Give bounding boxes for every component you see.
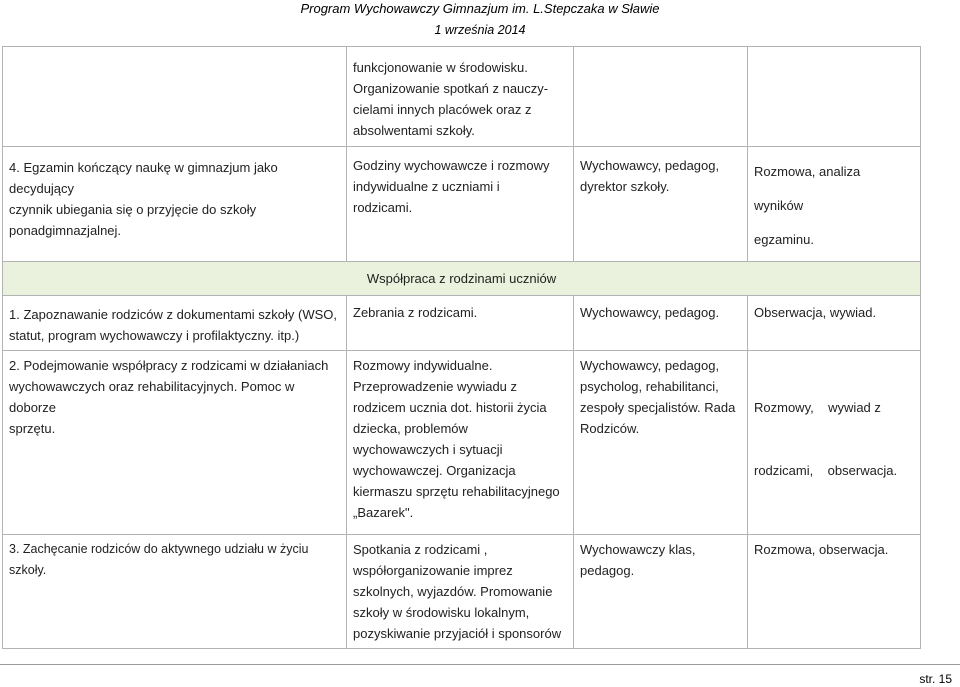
text-line: egzaminu. [754, 232, 814, 247]
header-date: 1 września 2014 [434, 23, 526, 37]
text-line: Zebrania z rodzicami. [353, 305, 478, 320]
text-line: zespoły specjalistów. Rada [580, 400, 736, 415]
table-row [3, 535, 921, 649]
text-line: wychowawczej. Organizacja [353, 463, 516, 478]
text-line: psycholog, rehabilitanci, [580, 379, 719, 394]
text-line: Wychowawcy, pedagog, [580, 158, 720, 173]
text-line: dziecka, problemów [353, 421, 468, 436]
text-line: pozyskiwanie przyjaciół i sponsorów [353, 626, 562, 641]
text-line: absolwentami szkoły. [353, 123, 475, 138]
text-line: Rozmowa, obserwacja. [754, 542, 889, 557]
text-line: wychowawczych i sytuacji [353, 442, 503, 457]
text-line: Wychowawcy, pedagog, [580, 358, 720, 373]
text-line: Przeprowadzenie wywiadu z [353, 379, 518, 394]
text-line: pedagog. [580, 563, 635, 578]
form-cell [347, 351, 574, 535]
task-cell [3, 535, 347, 649]
eval-cell [748, 147, 921, 262]
text-line: 4. Egzamin kończący naukę w gimnazjum jako decydujący [9, 160, 278, 196]
task-cell [3, 351, 347, 535]
text-line: Obserwacja, wywiad. [754, 305, 877, 320]
text-line: współorganizowanie imprez [353, 563, 513, 578]
form-cell [347, 147, 574, 262]
eval-cell [748, 47, 921, 147]
task-cell [3, 47, 347, 147]
text-line: Wychowawczy klas, [580, 542, 696, 557]
text-line: sprzętu. [9, 421, 56, 436]
text-line: indywidualne z uczniami i [353, 179, 500, 194]
text-line: wyników [754, 198, 804, 213]
footer-divider [0, 664, 960, 665]
table-row [3, 296, 921, 351]
text-line: kiermaszu sprzętu rehabilitacyjnego [353, 484, 560, 499]
task-cell [3, 147, 347, 262]
table-row [3, 147, 921, 262]
header-title: Program Wychowawczy Gimnazjum im. L.Stepczaka w Sławie [300, 1, 660, 16]
eval-cell [748, 296, 921, 351]
text-line: „Bazarek". [353, 505, 414, 520]
who-cell [574, 535, 748, 649]
text-line: Rozmowy, wywiad z [754, 400, 881, 415]
text-line: funkcjonowanie w środowisku. [353, 60, 528, 75]
who-cell [574, 351, 748, 535]
page-number: str. 15 [919, 672, 952, 686]
form-cell [347, 535, 574, 649]
who-cell [574, 296, 748, 351]
text-line: Rozmowa, analiza [754, 164, 861, 179]
text-line: rodzicem ucznia dot. historii życia [353, 400, 547, 415]
text-line: dyrektor szkoły. [580, 179, 670, 194]
eval-cell [748, 535, 921, 649]
text-line: Rodziców. [580, 421, 640, 436]
text-line: Organizowanie spotkań z nauczy- [353, 81, 549, 96]
table-row [3, 47, 921, 147]
text-line: rodzicami. [353, 200, 413, 215]
text-line: 2. Podejmowanie współpracy z rodzicami w działaniach [9, 358, 329, 373]
text-line: rodzicami, obserwacja. [754, 463, 898, 478]
section-title: Współpraca z rodzinami uczniów [3, 262, 921, 296]
text-line: cielami innych placówek oraz z [353, 102, 532, 117]
table-row [3, 351, 921, 535]
task-cell [3, 296, 347, 351]
form-cell [347, 47, 574, 147]
text-line: 3. Zachęcanie rodziców do aktywnego udziału w życiu szkoły. [9, 542, 309, 577]
text-line: szkolnych, wyjazdów. Promowanie [353, 584, 553, 599]
text-line: wychowawczych oraz rehabilitacyjnych. Pomoc w doborze [9, 379, 295, 415]
section-row [3, 262, 921, 296]
text-line: Rozmowy indywidualne. [353, 358, 493, 373]
text-line: szkoły w środowisku lokalnym, [353, 605, 530, 620]
who-cell [574, 47, 748, 147]
eval-cell [748, 351, 921, 535]
text-line: ponadgimnazjalnej. [9, 223, 122, 238]
text-line: 1. Zapoznawanie rodziców z dokumentami szkoły (WSO, [9, 307, 338, 322]
text-line: Godziny wychowawcze i rozmowy [353, 158, 550, 173]
program-table [2, 46, 921, 649]
text-line: Spotkania z rodzicami , [353, 542, 488, 557]
text-line: statut, program wychowawczy i profilaktyczny. itp.) [9, 328, 300, 343]
who-cell [574, 147, 748, 262]
text-line: czynnik ubiegania się o przyjęcie do szkoły [9, 202, 257, 217]
text-line: Wychowawcy, pedagog. [580, 305, 720, 320]
form-cell [347, 296, 574, 351]
